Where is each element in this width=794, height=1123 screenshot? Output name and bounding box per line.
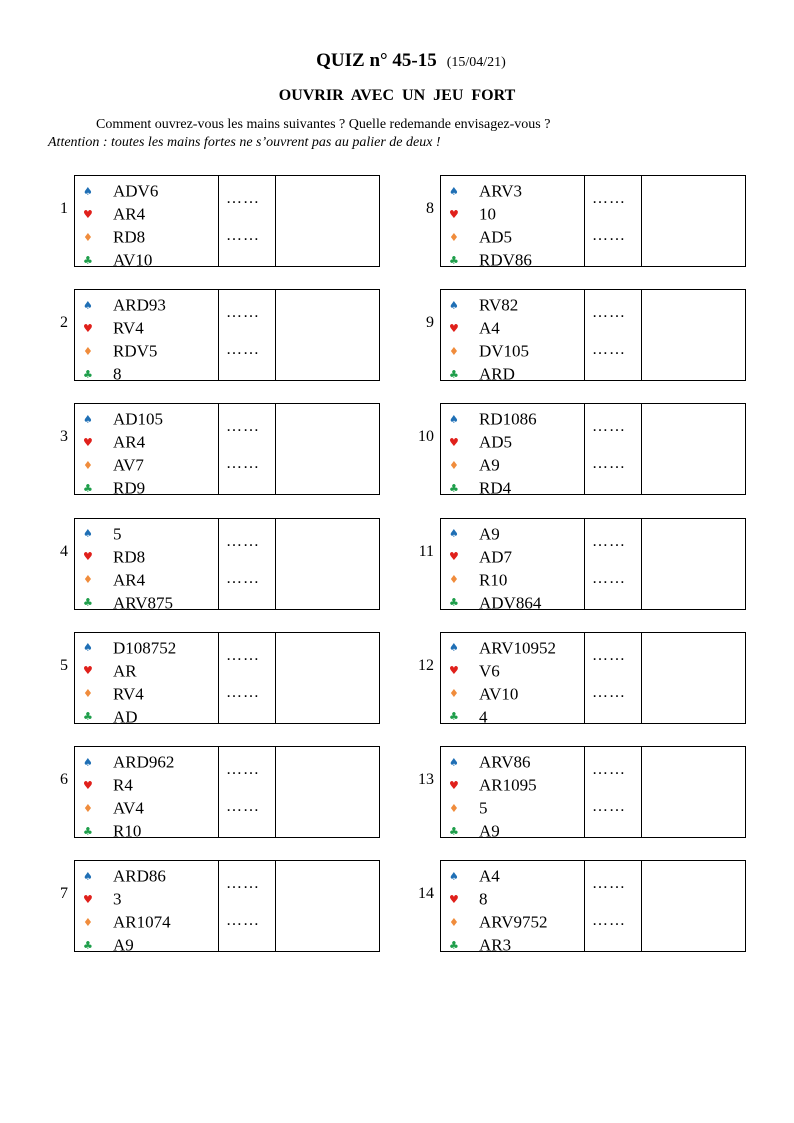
opening-bid-blank: ……	[226, 190, 260, 207]
holding-clubs: 8	[113, 364, 122, 384]
diamonds-icon: ♦	[83, 230, 93, 244]
holding-diamonds: ARV9752	[479, 912, 548, 932]
hand-number: 4	[60, 542, 68, 560]
hand-holdings	[441, 861, 585, 955]
opening-bid-blank: ……	[226, 304, 260, 322]
rebid-blank: ……	[592, 798, 626, 815]
suit-line-clubs	[449, 704, 488, 727]
quiz-hand	[0, 403, 380, 498]
holding-hearts: RV4	[113, 318, 144, 338]
suit-line-diamonds	[449, 452, 500, 475]
holding-diamonds: AV10	[479, 684, 519, 704]
opening-bid-blank: ……	[592, 190, 626, 207]
hand-box	[74, 632, 380, 727]
suit-line-clubs	[83, 818, 141, 841]
hand-number: 6	[60, 771, 68, 788]
answer-field[interactable]	[277, 747, 379, 837]
hearts-icon: ♥	[83, 778, 93, 792]
suit-line-clubs	[83, 932, 134, 955]
diamonds-icon: ♦	[449, 230, 459, 244]
hand-number: 10	[418, 428, 434, 446]
bid-column	[219, 404, 276, 494]
spades-icon: ♠	[83, 412, 93, 426]
hand-number: 1	[60, 200, 68, 217]
suit-line-diamonds	[449, 681, 518, 704]
hand-box	[440, 518, 746, 613]
bid-column	[585, 633, 642, 723]
diamonds-icon: ♦	[449, 687, 459, 701]
spades-icon: ♠	[449, 298, 459, 312]
quiz-note: Attention : toutes les mains fortes ne s’ouvrent pas au palier de deux !	[48, 135, 441, 150]
suit-line-clubs	[83, 475, 145, 498]
spades-icon: ♠	[449, 184, 459, 198]
quiz-hand	[366, 518, 746, 613]
hearts-icon: ♥	[449, 207, 459, 221]
answer-field[interactable]	[643, 519, 745, 609]
holding-hearts: A4	[479, 318, 500, 338]
opening-bid-blank: ……	[592, 532, 626, 550]
holding-clubs: RD4	[479, 478, 512, 498]
hand-box	[440, 403, 746, 498]
suit-line-diamonds	[449, 338, 529, 361]
answer-field[interactable]	[643, 861, 745, 951]
hearts-icon: ♥	[83, 664, 93, 678]
holding-diamonds: AV4	[113, 798, 144, 818]
holding-diamonds: R10	[479, 570, 508, 590]
quiz-date: (15/04/21)	[446, 55, 506, 70]
quiz-hand	[0, 289, 380, 384]
quiz-title	[0, 50, 794, 72]
suit-line-spades	[83, 178, 158, 201]
hand-number: 11	[418, 542, 434, 560]
suit-line-diamonds	[83, 452, 144, 475]
holding-clubs: ARV875	[113, 593, 174, 613]
quiz-hand	[366, 860, 746, 955]
hearts-icon: ♥	[83, 892, 93, 906]
bid-column	[585, 290, 642, 380]
bid-column	[585, 519, 642, 609]
clubs-icon: ♣	[83, 481, 93, 495]
holding-diamonds: AR4	[113, 570, 146, 590]
hand-number: 3	[60, 428, 68, 446]
suit-line-diamonds	[83, 909, 171, 932]
suit-line-clubs	[449, 361, 515, 384]
clubs-icon: ♣	[449, 596, 459, 610]
hand-box	[440, 289, 746, 384]
holding-spades: ARV10952	[479, 638, 557, 658]
rebid-blank: ……	[226, 798, 260, 815]
hand-box	[74, 860, 380, 955]
suit-line-diamonds	[83, 681, 144, 704]
hearts-icon: ♥	[449, 550, 459, 564]
suit-line-hearts	[83, 315, 144, 338]
answer-field[interactable]	[277, 290, 379, 380]
spades-icon: ♠	[83, 184, 93, 198]
clubs-icon: ♣	[83, 824, 93, 838]
opening-bid-blank: ……	[592, 418, 626, 436]
answer-field[interactable]	[277, 176, 379, 266]
suit-line-clubs	[83, 247, 152, 270]
holding-clubs: RD9	[113, 478, 146, 498]
bid-column	[219, 519, 276, 609]
suit-line-spades	[449, 749, 531, 772]
rebid-blank: ……	[226, 341, 260, 359]
hand-holdings	[441, 519, 585, 613]
holding-spades: AD105	[113, 409, 164, 429]
hand-number: 5	[60, 656, 68, 674]
holding-clubs: A9	[113, 935, 134, 955]
hearts-icon: ♥	[83, 550, 93, 564]
suit-line-diamonds	[449, 567, 507, 590]
rebid-blank: ……	[226, 912, 260, 930]
suit-line-spades	[83, 292, 166, 315]
holding-hearts: AR4	[113, 432, 146, 452]
hand-box	[440, 860, 746, 955]
clubs-icon: ♣	[449, 938, 459, 952]
suit-line-diamonds	[449, 224, 512, 247]
clubs-icon: ♣	[449, 481, 459, 495]
hand-box	[440, 632, 746, 727]
hand-holdings	[441, 290, 585, 384]
rebid-blank: ……	[226, 683, 260, 701]
holding-hearts: AD5	[479, 432, 513, 452]
diamonds-icon: ♦	[449, 573, 459, 587]
holding-spades: RV82	[479, 295, 519, 315]
hand-box	[74, 403, 380, 498]
opening-bid-blank: ……	[592, 646, 626, 664]
hand-number: 7	[60, 885, 68, 903]
hand-number: 12	[418, 656, 434, 674]
suit-line-spades	[449, 178, 522, 201]
holding-clubs: 4	[479, 707, 488, 727]
diamonds-icon: ♦	[83, 801, 93, 815]
quiz-hand	[0, 518, 380, 613]
bid-column	[585, 861, 642, 951]
suit-line-clubs	[449, 818, 500, 841]
hearts-icon: ♥	[449, 664, 459, 678]
quiz-hand	[366, 289, 746, 384]
rebid-blank: ……	[592, 227, 626, 244]
hand-holdings	[75, 404, 219, 498]
rebid-blank: ……	[592, 455, 626, 473]
diamonds-icon: ♦	[449, 915, 459, 929]
hand-holdings	[75, 861, 219, 955]
holding-hearts: AR4	[113, 204, 146, 224]
holding-spades: A4	[479, 866, 500, 886]
rebid-blank: ……	[592, 569, 626, 587]
suit-line-diamonds	[83, 338, 157, 361]
suit-line-spades	[83, 863, 166, 886]
holding-clubs: A9	[479, 821, 500, 841]
clubs-icon: ♣	[83, 938, 93, 952]
spades-icon: ♠	[83, 298, 93, 312]
hand-box	[440, 746, 746, 841]
quiz-hand	[0, 746, 380, 841]
diamonds-icon: ♦	[83, 915, 93, 929]
suit-line-clubs	[83, 590, 173, 613]
suit-line-clubs	[449, 932, 511, 955]
bid-column	[219, 290, 276, 380]
bid-column	[219, 861, 276, 951]
hand-box	[74, 175, 380, 270]
diamonds-icon: ♦	[83, 458, 93, 472]
quiz-hand	[0, 175, 380, 270]
suit-line-spades	[83, 749, 174, 772]
suit-line-hearts	[83, 544, 145, 567]
suit-line-clubs	[449, 475, 511, 498]
spades-icon: ♠	[449, 641, 459, 655]
holding-hearts: 8	[479, 889, 488, 909]
suit-line-clubs	[83, 361, 122, 384]
suit-line-diamonds	[83, 224, 145, 247]
bid-column	[219, 633, 276, 723]
suit-line-spades	[83, 521, 122, 544]
holding-hearts: V6	[479, 661, 500, 681]
bid-column	[585, 176, 642, 266]
quiz-hand	[0, 632, 380, 727]
hearts-icon: ♥	[449, 321, 459, 335]
holding-spades: ARD86	[113, 866, 166, 886]
hand-number: 9	[426, 314, 434, 332]
opening-bid-blank: ……	[226, 418, 260, 436]
suit-line-hearts	[449, 315, 500, 338]
suit-line-hearts	[449, 201, 496, 224]
suit-line-clubs	[83, 704, 138, 727]
rebid-blank: ……	[592, 341, 626, 359]
holding-hearts: RD8	[113, 547, 146, 567]
holding-spades: ARD962	[113, 752, 175, 772]
quiz-subtitle: OUVRIR AVEC UN JEU FORT	[278, 87, 516, 104]
holding-diamonds: DV105	[479, 341, 530, 361]
spades-icon: ♠	[83, 869, 93, 883]
hand-number: 14	[418, 885, 434, 903]
spades-icon: ♠	[449, 869, 459, 883]
hand-number: 2	[60, 314, 68, 332]
holding-clubs: RDV86	[479, 250, 532, 270]
opening-bid-blank: ……	[226, 646, 260, 664]
bid-column	[219, 747, 276, 837]
clubs-icon: ♣	[449, 253, 459, 267]
rebid-blank: ……	[592, 912, 626, 930]
holding-spades: D108752	[113, 638, 177, 658]
hand-number: 13	[418, 771, 434, 788]
opening-bid-blank: ……	[226, 532, 260, 550]
holding-clubs: ARD	[479, 364, 515, 384]
suit-line-diamonds	[449, 909, 548, 932]
suit-line-hearts	[449, 772, 537, 795]
suit-line-diamonds	[449, 795, 488, 818]
rebid-blank: ……	[226, 569, 260, 587]
answer-field[interactable]	[277, 633, 379, 723]
hand-holdings	[75, 633, 219, 727]
suit-line-clubs	[449, 247, 532, 270]
suit-line-spades	[83, 635, 176, 658]
holding-hearts: 3	[113, 889, 122, 909]
answer-field[interactable]	[277, 861, 379, 951]
holding-clubs: AV10	[113, 250, 153, 270]
suit-line-hearts	[83, 201, 145, 224]
hand-box	[74, 289, 380, 384]
suit-line-hearts	[83, 886, 122, 909]
hearts-icon: ♥	[83, 321, 93, 335]
rebid-blank: ……	[592, 683, 626, 701]
holding-clubs: ADV864	[479, 593, 542, 613]
holding-diamonds: 5	[479, 798, 488, 818]
holding-diamonds: AR1074	[113, 912, 171, 932]
hand-holdings	[75, 747, 219, 841]
spades-icon: ♠	[83, 641, 93, 655]
quiz-hand	[0, 860, 380, 955]
diamonds-icon: ♦	[449, 344, 459, 358]
quiz-number: QUIZ n° 45-15	[316, 50, 437, 71]
suit-line-spades	[449, 635, 556, 658]
spades-icon: ♠	[449, 755, 459, 769]
hand-holdings	[441, 633, 585, 727]
clubs-icon: ♣	[83, 710, 93, 724]
opening-bid-blank: ……	[226, 875, 260, 893]
hand-holdings	[441, 176, 585, 270]
rebid-blank: ……	[226, 455, 260, 473]
spades-icon: ♠	[83, 527, 93, 541]
clubs-icon: ♣	[449, 824, 459, 838]
holding-diamonds: RD8	[113, 227, 146, 247]
clubs-icon: ♣	[83, 367, 93, 381]
quiz-hand	[366, 632, 746, 727]
suit-line-hearts	[449, 886, 488, 909]
hearts-icon: ♥	[449, 892, 459, 906]
holding-spades: RD1086	[479, 409, 537, 429]
hand-holdings	[75, 519, 219, 613]
suit-line-spades	[449, 863, 500, 886]
suit-line-diamonds	[83, 795, 144, 818]
spades-icon: ♠	[449, 412, 459, 426]
diamonds-icon: ♦	[449, 458, 459, 472]
diamonds-icon: ♦	[449, 801, 459, 815]
answer-field[interactable]	[277, 519, 379, 609]
bid-column	[585, 747, 642, 837]
suit-line-clubs	[449, 590, 541, 613]
spades-icon: ♠	[449, 527, 459, 541]
quiz-hand	[366, 746, 746, 841]
holding-hearts: AR1095	[479, 775, 537, 795]
holding-spades: 5	[113, 524, 122, 544]
answer-field[interactable]	[643, 633, 745, 723]
answer-field[interactable]	[643, 290, 745, 380]
holding-spades: ARV86	[479, 752, 531, 772]
hand-holdings	[441, 747, 585, 841]
suit-line-spades	[449, 521, 500, 544]
answer-field[interactable]	[643, 176, 745, 266]
bid-column	[219, 176, 276, 266]
holding-diamonds: A9	[479, 455, 500, 475]
hand-holdings	[441, 404, 585, 498]
suit-line-hearts	[449, 544, 512, 567]
suit-line-hearts	[83, 429, 145, 452]
holding-hearts: AD7	[479, 547, 513, 567]
holding-spades: A9	[479, 524, 500, 544]
bid-column	[585, 404, 642, 494]
diamonds-icon: ♦	[83, 687, 93, 701]
holding-diamonds: AV7	[113, 455, 144, 475]
answer-field[interactable]	[643, 747, 745, 837]
hand-box	[74, 746, 380, 841]
holding-clubs: R10	[113, 821, 142, 841]
suit-line-spades	[83, 406, 163, 429]
quiz-hand	[366, 403, 746, 498]
suit-line-hearts	[449, 429, 512, 452]
hearts-icon: ♥	[449, 778, 459, 792]
suit-line-hearts	[83, 658, 137, 681]
suit-line-hearts	[83, 772, 133, 795]
holding-clubs: AR3	[479, 935, 512, 955]
holding-clubs: AD	[113, 707, 138, 727]
suit-line-spades	[449, 292, 518, 315]
holding-spades: ADV6	[113, 181, 159, 201]
answer-field[interactable]	[277, 404, 379, 494]
rebid-blank: ……	[226, 227, 260, 244]
diamonds-icon: ♦	[83, 344, 93, 358]
diamonds-icon: ♦	[83, 573, 93, 587]
quiz-hand	[366, 175, 746, 270]
holding-hearts: R4	[113, 775, 133, 795]
hand-box	[74, 518, 380, 613]
opening-bid-blank: ……	[592, 875, 626, 893]
hand-holdings	[75, 290, 219, 384]
hearts-icon: ♥	[449, 435, 459, 449]
holding-diamonds: RV4	[113, 684, 144, 704]
hand-number: 8	[426, 200, 434, 217]
holding-spades: ARV3	[479, 181, 523, 201]
holding-hearts: AR	[113, 661, 137, 681]
hand-box	[440, 175, 746, 270]
hearts-icon: ♥	[83, 207, 93, 221]
holding-spades: ARD93	[113, 295, 166, 315]
holding-diamonds: AD5	[479, 227, 513, 247]
holding-diamonds: RDV5	[113, 341, 158, 361]
opening-bid-blank: ……	[592, 761, 626, 778]
clubs-icon: ♣	[83, 596, 93, 610]
quiz-question: Comment ouvrez-vous les mains suivantes ? Quelle redemande envisagez-vous ?	[96, 117, 551, 132]
suit-line-hearts	[449, 658, 500, 681]
clubs-icon: ♣	[83, 253, 93, 267]
holding-hearts: 10	[479, 204, 496, 224]
opening-bid-blank: ……	[226, 761, 260, 778]
clubs-icon: ♣	[449, 367, 459, 381]
suit-line-diamonds	[83, 567, 145, 590]
clubs-icon: ♣	[449, 710, 459, 724]
answer-field[interactable]	[643, 404, 745, 494]
hand-holdings	[75, 176, 219, 270]
spades-icon: ♠	[83, 755, 93, 769]
hearts-icon: ♥	[83, 435, 93, 449]
suit-line-spades	[449, 406, 537, 429]
opening-bid-blank: ……	[592, 304, 626, 322]
